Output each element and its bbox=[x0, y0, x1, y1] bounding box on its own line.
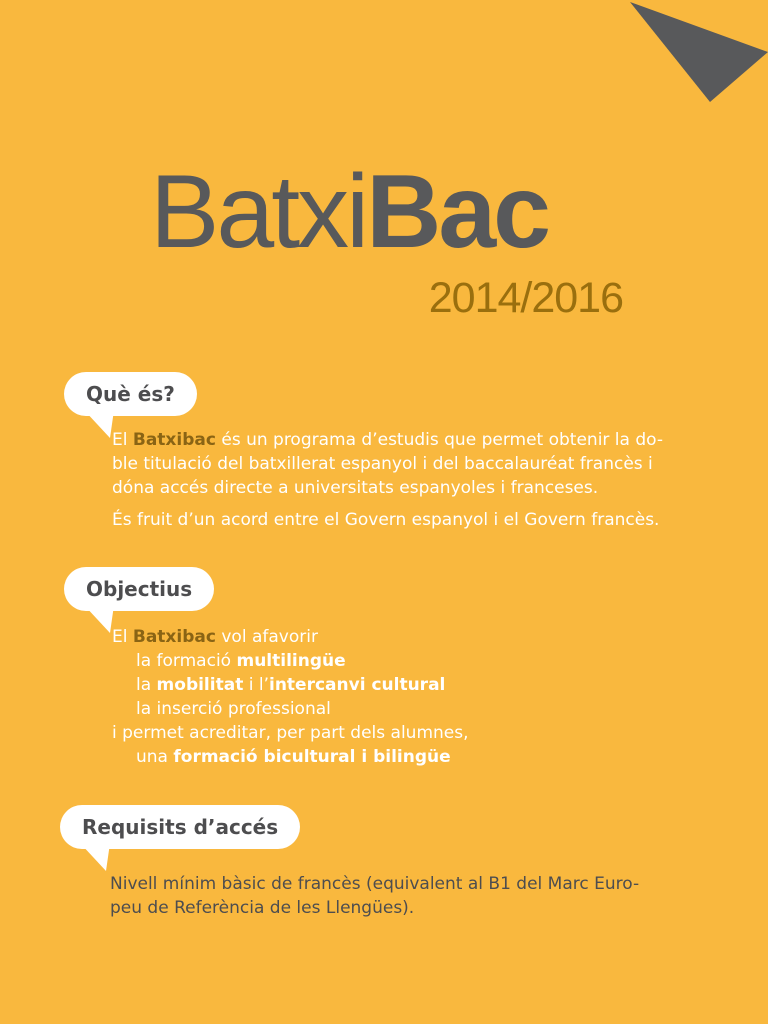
requisits-body bbox=[110, 872, 639, 920]
objectius-line-6: una formació bicultural i bilingüe bbox=[136, 747, 451, 767]
brand-highlight: Batxibac bbox=[132, 627, 216, 647]
objectius-line-4: la inserció professional bbox=[136, 699, 331, 719]
brand-highlight: Batxibac bbox=[132, 430, 216, 450]
que-es-paragraph-1: El Batxibac és un programa d’estudis que permet obtenir la do- ble titulació del batxillerat espanyol i del baccalauréat francès i dóna accés directe a universitats espanyoles i franceses. bbox=[112, 430, 663, 498]
program-years: 2014/2016 bbox=[428, 274, 623, 322]
corner-triangle-decoration bbox=[628, 0, 768, 110]
que-es-body bbox=[112, 428, 663, 532]
objectius-line-5: i permet acreditar, per part dels alumnes, bbox=[112, 723, 469, 743]
logo-text-light: Batxi bbox=[150, 154, 367, 270]
batxibac-logo bbox=[150, 154, 549, 270]
speech-bubble-tail bbox=[80, 843, 114, 873]
objectius-line-1: El Batxibac vol afavorir bbox=[112, 627, 318, 647]
section-title-text: Què és? bbox=[86, 382, 175, 406]
requisits-line-2: peu de Referència de les Llengües). bbox=[110, 898, 415, 918]
logo-text-bold: Bac bbox=[366, 154, 549, 270]
objectius-body bbox=[112, 625, 469, 769]
requisits-line-1: Nivell mínim bàsic de francès (equivalent al B1 del Marc Euro- bbox=[110, 874, 640, 894]
objectius-line-2: la formació multilingüe bbox=[136, 651, 346, 671]
objectius-line-3: la mobilitat i l’intercanvi cultural bbox=[136, 675, 446, 695]
section-title-text: Requisits d’accés bbox=[82, 815, 279, 839]
section-title-text: Objectius bbox=[86, 577, 193, 601]
que-es-paragraph-2: És fruit d’un acord entre el Govern espanyol i el Govern francès. bbox=[112, 510, 660, 530]
